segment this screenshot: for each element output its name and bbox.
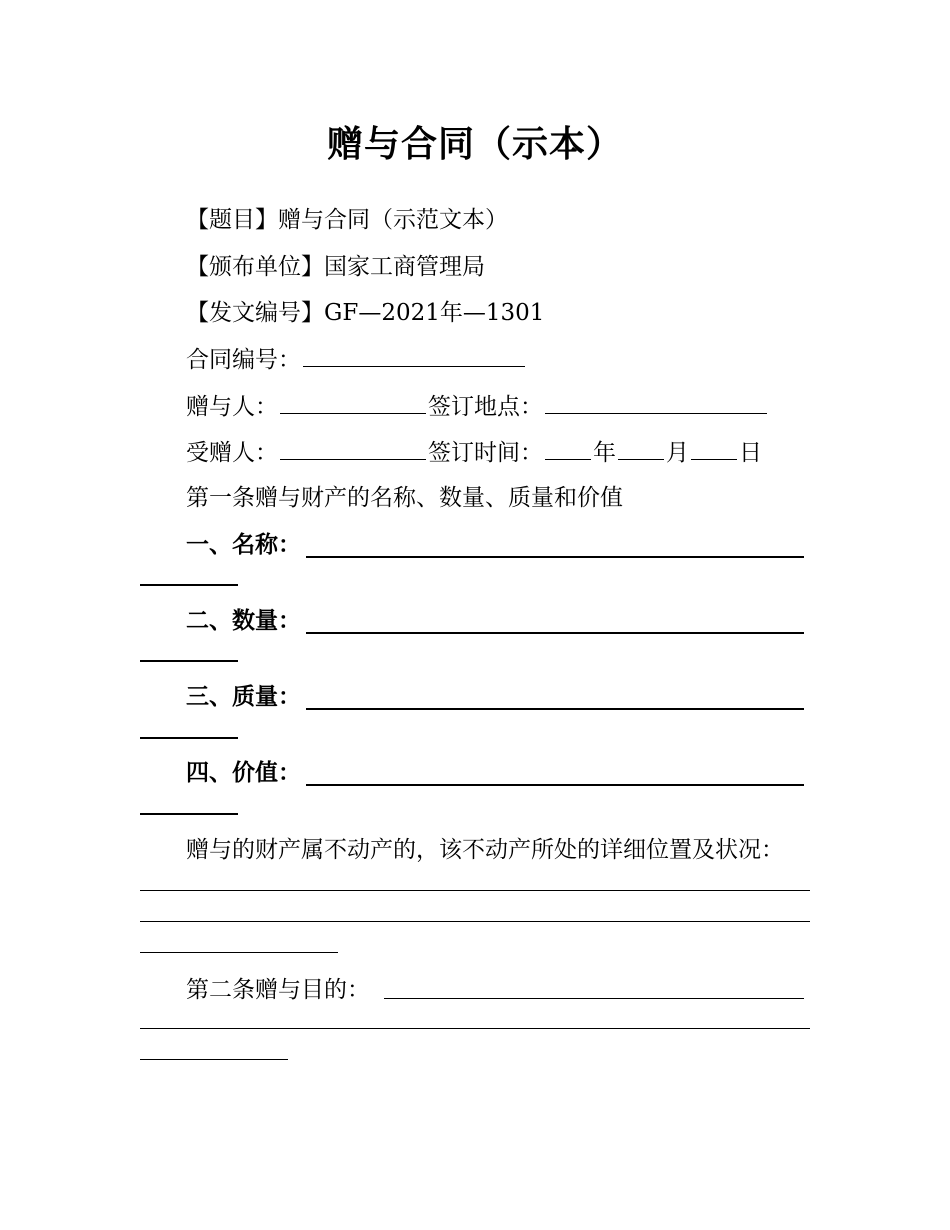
realestate-blank-3[interactable] [140, 952, 338, 953]
realestate-blank-1[interactable] [140, 890, 810, 891]
topic-value: 赠与合同（示范文本） [278, 207, 508, 233]
document-title: 赠与合同（示本） [326, 124, 623, 165]
contract-number-line [186, 344, 527, 375]
donee-line [186, 437, 762, 468]
donee-label: 受赠人： [186, 440, 278, 466]
purpose-blank-2[interactable] [140, 1028, 810, 1029]
purpose-blank-3[interactable] [140, 1059, 288, 1060]
donor-label: 赠与人： [186, 394, 278, 420]
sign-place-blank[interactable] [545, 391, 767, 414]
year-label: 年 [593, 440, 616, 466]
donor-line [186, 391, 769, 422]
item-name-blank[interactable] [306, 556, 804, 558]
sign-time-label: 签订时间： [428, 440, 543, 466]
item-value-blank-continuation[interactable] [140, 813, 238, 815]
month-label: 月 [666, 440, 689, 466]
donor-blank[interactable] [280, 391, 426, 414]
item-quantity-blank[interactable] [306, 632, 804, 634]
item-quantity-label: 二、数量： [186, 608, 301, 634]
doc-number-value: GF—2021年—1301 [324, 300, 545, 326]
sign-month-blank[interactable] [618, 437, 664, 460]
issuer-value: 国家工商管理局 [324, 254, 485, 280]
item-name-label: 一、名称： [186, 532, 301, 558]
purpose-blank-1[interactable] [384, 998, 804, 999]
realestate-note: 赠与的财产属不动产的，该不动产所处的详细位置及状况： [186, 837, 784, 863]
topic-label: 【题目】 [186, 207, 278, 233]
item-name-blank-continuation[interactable] [140, 584, 238, 586]
item-value-label: 四、价值： [186, 760, 301, 786]
item-quantity-blank-continuation[interactable] [140, 660, 238, 662]
day-label: 日 [739, 440, 762, 466]
item-quality-blank[interactable] [306, 708, 804, 710]
doc-number-label: 【发文编号】 [186, 300, 324, 326]
item-quality-label: 三、质量： [186, 684, 301, 710]
sign-day-blank[interactable] [691, 437, 737, 460]
contract-number-blank[interactable] [303, 344, 525, 367]
issuer-line [186, 252, 485, 282]
sign-place-label: 签订地点： [428, 394, 543, 420]
item-value-blank[interactable] [306, 784, 804, 786]
doc-number-line [186, 298, 544, 328]
article1-heading: 第一条赠与财产的名称、数量、质量和价值 [186, 485, 623, 511]
article2-heading: 第二条赠与目的： [186, 977, 370, 1003]
donee-blank[interactable] [280, 437, 426, 460]
sign-year-blank[interactable] [545, 437, 591, 460]
issuer-label: 【颁布单位】 [186, 254, 324, 280]
item-quality-blank-continuation[interactable] [140, 737, 238, 739]
realestate-blank-2[interactable] [140, 921, 810, 922]
topic-line [186, 205, 508, 235]
contract-number-label: 合同编号： [186, 347, 301, 373]
